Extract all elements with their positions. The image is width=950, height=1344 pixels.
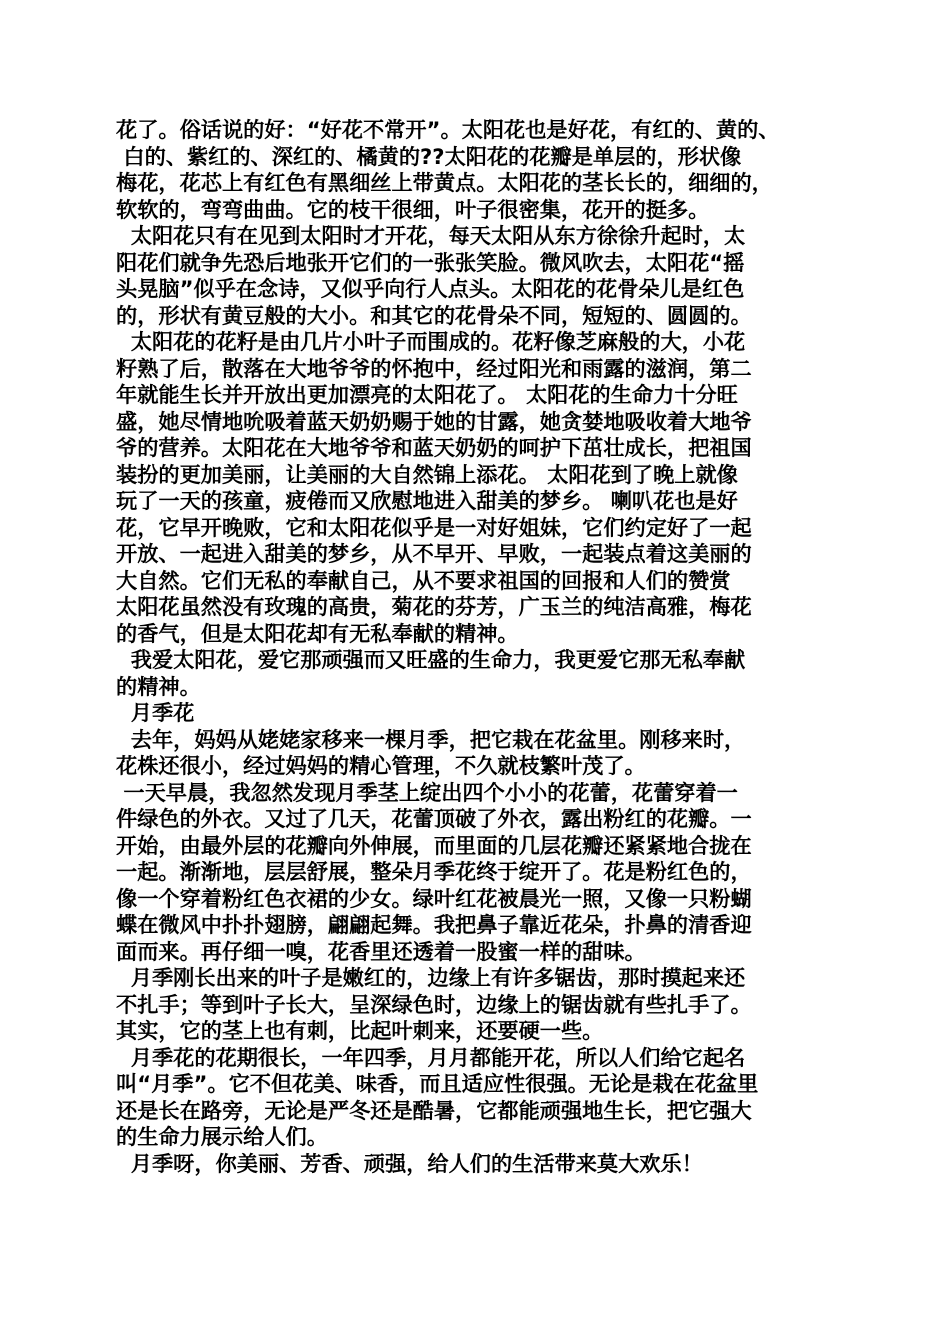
text-line: 花，它早开晚败，它和太阳花似乎是一对好姐妹，它们约定好了一起 [116,514,752,540]
text-line: 太阳花的花籽是由几片小叶子而围成的。花籽像芝麻般的大，小花 [116,329,746,354]
text-line: 年就能生长并开放出更加漂亮的太阳花了。 太阳花的生命力十分旺 [116,382,738,407]
text-line: 梅花，花芯上有红色有黑细丝上带黄点。太阳花的茎长长的，细细的， [116,170,773,195]
text-line: 叫“月季”。它不但花美、味香，而且适应性很强。无论是栽在花盆里 [116,1071,759,1096]
text-line: 去年，妈妈从姥姥家移来一棵月季，把它栽在花盆里。刚移来时， [116,726,746,752]
text-line: 玩了一天的孩童，疲倦而又欣慰地进入甜美的梦乡。 喇叭花也是好 [116,488,738,513]
text-line: 花了。俗话说的好：“好花不常开”。太阳花也是好花，有红的、黄的、 [116,117,780,142]
text-line: 的精神。 [116,673,201,699]
text-line: 软软的，弯弯曲曲。它的枝干很细，叶子很密集，花开的挺多。 [116,196,710,222]
text-line: 爷的营养。太阳花在大地爷爷和蓝天奶奶的呵护下茁壮成长，把祖国 [116,435,752,460]
text-line: 面而来。再仔细一嗅，花香里还透着一股蜜一样的甜味。 [116,938,646,964]
document-body [116,117,846,1177]
text-line: 盛，她尽情地吮吸着蓝天奶奶赐于她的甘露，她贪婪地吸收着大地爷 [116,408,752,434]
text-line: 太阳花只有在见到太阳时才开花，每天太阳从东方徐徐升起时，太 [116,223,746,248]
text-line: 件绿色的外衣。又过了几天，花蕾顶破了外衣，露出粉红的花瓣。一 [116,806,752,831]
text-line: 开放、一起进入甜美的梦乡，从不早开、早败，一起装点着这美丽的 [116,541,752,566]
text-line: 阳花们就争先恐后地张开它们的一张张笑脸。微风吹去，太阳花“摇 [116,249,745,275]
text-line: 月季刚长出来的叶子是嫩红的，边缘上有许多锯齿，那时摸起来还 [116,965,746,990]
text-line: 开始，由最外层的花瓣向外伸展，而里面的几层花瓣还紧紧地合拢在 [116,832,752,858]
text-line: 一起。渐渐地，层层舒展，整朵月季花终于绽开了。花是粉红色的， [116,859,752,884]
text-line: 月季花的花期很长，一年四季，月月都能开花，所以人们给它起名 [116,1044,746,1070]
text-line: 还是长在路旁，无论是严冬还是酷暑，它都能顽强地生长，把它强大 [116,1097,752,1123]
text-line: 像一个穿着粉红色衣裙的少女。绿叶红花被晨光一照，又像一只粉蝴 [116,885,752,911]
text-line: 大自然。它们无私的奉献自己，从不要求祖国的回报和人们的赞赏 [116,567,731,593]
text-line: 其实，它的茎上也有刺，比起叶刺来，还要硬一些。 [116,1018,604,1043]
section-heading: 月季花 [116,700,195,725]
text-line: 花株还很小，经过妈妈的精心管理，不久就枝繁叶茂了。 [116,753,646,778]
text-line: 头晃脑”似乎在念诗，又似乎向行人点头。太阳花的花骨朵儿是红色 [116,276,745,301]
text-line: 的，形状有黄豆般的大小。和其它的花骨朵不同，短短的、圆圆的。 [116,302,752,328]
text-line: 不扎手；等到叶子长大，呈深绿色时，边缘上的锯齿就有些扎手了。 [116,991,752,1017]
text-line: 籽熟了后，散落在大地爷爷的怀抱中，经过阳光和雨露的滋润，第二 [116,355,752,381]
text-line: 一天早晨，我忽然发现月季茎上绽出四个小小的花蕾，花蕾穿着一 [116,779,738,805]
text-line: 白的、紫红的、深红的、橘黄的??太阳花的花瓣是单层的，形状像 [116,143,742,169]
text-line: 蝶在微风中扑扑翅膀，翩翩起舞。我把鼻子靠近花朵，扑鼻的清香迎 [116,912,752,937]
text-line: 我爱太阳花，爱它那顽强而又旺盛的生命力，我更爱它那无私奉献 [116,647,746,672]
text-line: 的生命力展示给人们。 [116,1124,328,1149]
text-line: 装扮的更加美丽，让美丽的大自然锦上添花。 太阳花到了晚上就像 [116,461,738,487]
text-line: 月季呀，你美丽、芳香、顽强，给人们的生活带来莫大欢乐！ [116,1150,703,1176]
text-line: 太阳花虽然没有玫瑰的高贵，菊花的芬芳，广玉兰的纯洁高雅，梅花 [116,594,752,619]
text-line: 的香气，但是太阳花却有无私奉献的精神。 [116,620,519,646]
